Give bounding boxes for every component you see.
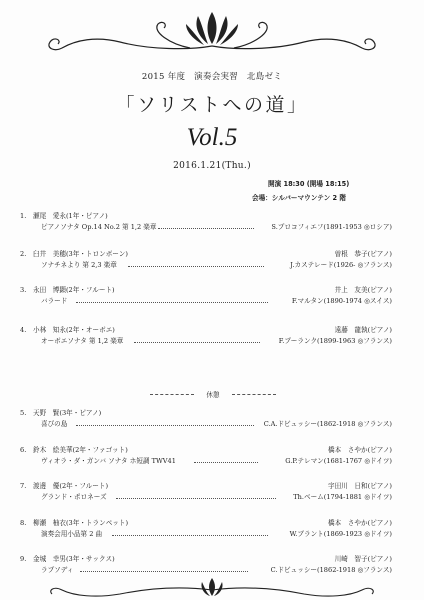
program-entry xyxy=(20,285,392,307)
leader-dots xyxy=(158,228,254,229)
accompanist: 井上 友美(ピアノ) xyxy=(334,286,392,294)
leader-dots xyxy=(128,266,264,267)
performer: 柳瀬 柚衣(3年・トランペット) xyxy=(33,519,129,527)
accompanist: 橋本 さやか(ピアノ) xyxy=(328,519,392,527)
concert-date: 2016.1.21(Thu.) xyxy=(173,161,251,171)
composer: S.プロコフィエフ(1891-1953 ◎ロシア) xyxy=(271,223,392,231)
accompanist: 橋本 さやか(ピアノ) xyxy=(328,446,392,454)
entry-number: 7. xyxy=(20,482,27,490)
composer: C.A.ドビュッシー(1862-1918 ◎フランス) xyxy=(263,420,392,428)
intermission-divider xyxy=(0,389,424,399)
composer: C.ドビュッシー(1862-1918 ◎フランス) xyxy=(270,566,392,574)
accompanist: 遠藤 龍執(ピアノ) xyxy=(334,326,392,334)
concert-title: 「ソリストへの道」 xyxy=(115,94,309,116)
performer: 金城 幸男(3年・サックス) xyxy=(33,555,115,563)
program-entry xyxy=(20,518,392,540)
piece-title: オーボエソナタ 第 1,2 楽章 xyxy=(41,337,124,345)
leader-dots xyxy=(194,462,258,463)
piece-title: ラプソディ xyxy=(41,566,74,574)
composer: F.マルタン(1890-1974 ◎スイス) xyxy=(291,297,392,305)
program-entry xyxy=(20,408,392,430)
entry-number: 5. xyxy=(20,409,27,417)
divider-line-right xyxy=(232,394,276,395)
piece-title: ソナチネより 第 2,3 楽章 xyxy=(41,261,117,269)
accompanist: 宇田川 日和(ピアノ) xyxy=(328,482,392,490)
leader-dots xyxy=(76,302,268,303)
accompanist: 曽根 恭子(ピアノ) xyxy=(334,250,392,258)
bottom-flourish-ornament xyxy=(0,556,424,600)
program-entry xyxy=(20,211,392,233)
composer: J.カステレード(1926- ◎フランス) xyxy=(290,261,392,269)
start-time: 開演 18:30 (開場 18:15) xyxy=(268,180,350,188)
entry-number: 3. xyxy=(20,286,27,294)
entry-number: 1. xyxy=(20,212,27,220)
program-entry xyxy=(20,249,392,271)
performer: 永田 博顕(2年・フルート) xyxy=(33,286,115,294)
intermission-label: 休憩 xyxy=(206,391,220,399)
leader-dots xyxy=(134,342,260,343)
performer: 渡邊 優(2年・フルート) xyxy=(33,482,109,490)
composer: W.ブラント(1869-1923 ◎ドイツ) xyxy=(289,530,392,538)
piece-title: 演奏会用小品第 2 曲 xyxy=(41,530,103,538)
performer: 瀬尾 愛永(1年・ピアノ) xyxy=(33,212,108,220)
venue: 会場：シルバーマウンテン 2 階 xyxy=(252,194,346,202)
top-flourish-ornament xyxy=(0,0,424,60)
entry-number: 4. xyxy=(20,326,27,334)
accompanist: 川崎 智子(ピアノ) xyxy=(334,555,392,563)
performer: 臼井 美穂(3年・トロンボーン) xyxy=(33,250,128,258)
leader-dots xyxy=(116,498,276,499)
seminar-subtitle: 2015 年度 演奏会実習 北島ゼミ xyxy=(141,72,283,82)
leader-dots xyxy=(112,535,268,536)
entry-number: 2. xyxy=(20,250,27,258)
leader-dots xyxy=(76,425,254,426)
program-entry xyxy=(20,481,392,503)
composer: G.P.テレマン(1681-1767 ◎ドイツ) xyxy=(285,457,392,465)
piece-title: グランド・ポロネーズ xyxy=(41,493,107,501)
performer: 小林 知永(2年・オーボエ) xyxy=(33,326,115,334)
performer: 鈴木 絵美華(2年・ファゴット) xyxy=(33,446,128,454)
entry-number: 6. xyxy=(20,446,27,454)
divider-line-left xyxy=(150,394,194,395)
piece-title: ピアノソナタ Op.14 No.2 第 1,2 楽章 xyxy=(41,223,157,231)
piece-title: バラード xyxy=(41,297,68,305)
performer: 天野 賢(3年・ピアノ) xyxy=(33,409,102,417)
composer: F.プーランク(1899-1963 ◎フランス) xyxy=(278,337,392,345)
program-entry xyxy=(20,325,392,347)
piece-title: 喜びの島 xyxy=(41,420,68,428)
entry-number: 9. xyxy=(20,555,27,563)
piece-title: ヴィオラ・ダ・ガンバ ソナタ ホ短調 TWV41 xyxy=(41,457,176,465)
program-entry xyxy=(20,445,392,467)
volume-number: Vol.5 xyxy=(186,124,238,151)
composer: Th.ベーム(1794-1881 ◎ドイツ) xyxy=(293,493,392,501)
entry-number: 8. xyxy=(20,519,27,527)
